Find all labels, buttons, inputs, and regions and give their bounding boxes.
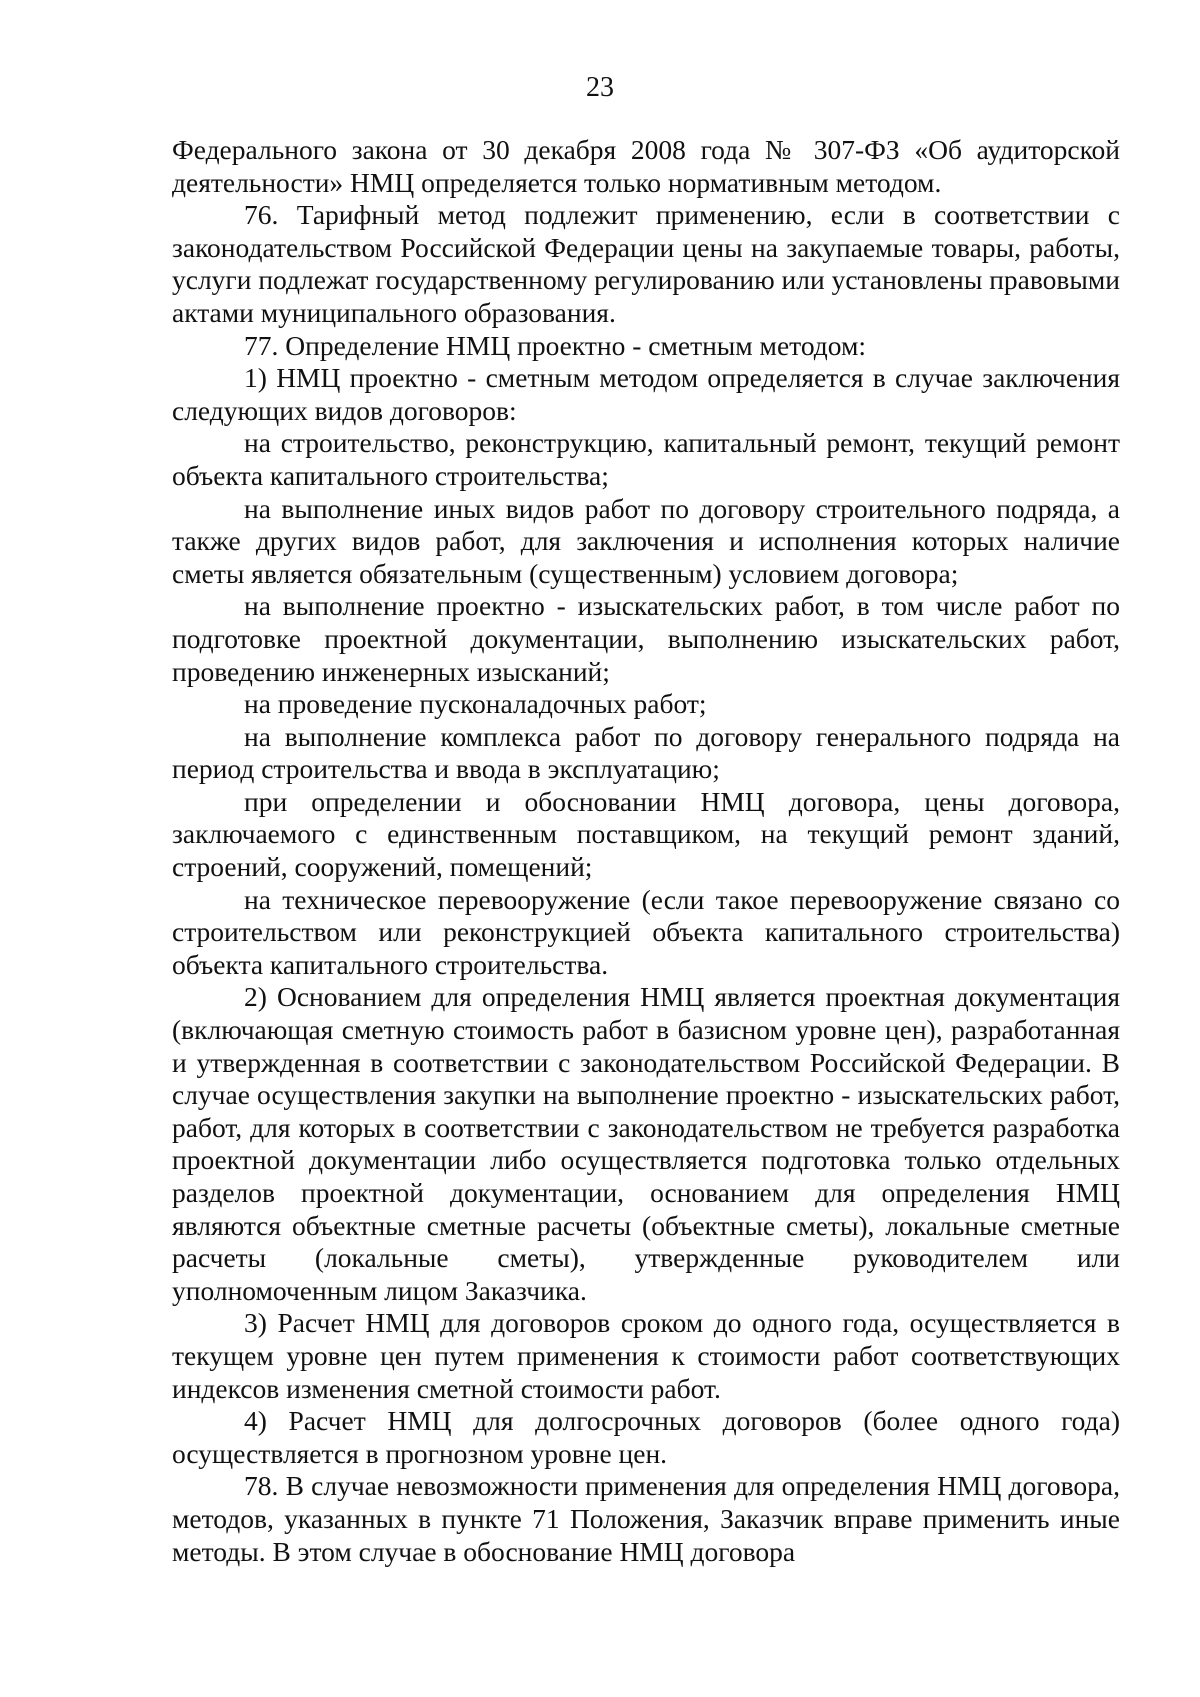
paragraph-77-4: 4) Расчет НМЦ для долгосрочных договоров (более одного года) осуществляется в прогнозном уровне цен.	[172, 1405, 1120, 1469]
paragraph-76: 76. Тарифный метод подлежит применению, если в соответствии с законодательством Российской Федерации цены на закупаемые товары, работы, услуги подлежат государственному регулированию или установлены правовыми актами муниципального образования.	[172, 199, 1120, 328]
document-body	[172, 134, 1120, 1568]
page-number: 23	[586, 72, 614, 103]
paragraph-77-2: 2) Основанием для определения НМЦ является проектная документация (включающая сметную стоимость работ в базисном уровне цен), разработанная и утвержденная в соответствии с законодательством Российской Федерации. В случае осуществления закупки на выполнение проектно - изыскательских работ, работ, для которых в соответствии с законодательством не требуется разработка проектной документации либо осуществляется подготовка только отдельных разделов проектной документации, основанием для определения НМЦ являются объектные сметные расчеты (объектные сметы), локальные сметные расчеты (локальные сметы), утвержденные руководителем или уполномоченным лицом Заказчика.	[172, 981, 1120, 1306]
paragraph-continuation: Федерального закона от 30 декабря 2008 года № 307-ФЗ «Об аудиторской деятельности» НМЦ определяется только нормативным методом.	[172, 134, 1120, 198]
list-item-re-equipment: на техническое перевооружение (если такое перевооружение связано со строительством или реконструкцией объекта капитального строительства) объекта капитального строительства.	[172, 883, 1120, 980]
list-item-commissioning: на проведение пусконаладочных работ;	[244, 688, 707, 720]
paragraph-77-3: 3) Расчет НМЦ для договоров сроком до одного года, осуществляется в текущем уровне цен путем применения к стоимости работ соответствующих индексов изменения сметной стоимости работ.	[172, 1307, 1120, 1404]
paragraph-78: 78. В случае невозможности применения для определения НМЦ договора, методов, указанных в пункте 71 Положения, Заказчик вправе применить иные методы. В этом случае в обоснование НМЦ договора	[172, 1470, 1120, 1567]
list-item-construction: на строительство, реконструкцию, капитальный ремонт, текущий ремонт объекта капитального строительства;	[172, 427, 1120, 491]
list-item-survey-works: на выполнение проектно - изыскательских работ, в том числе работ по подготовке проектной документации, выполнению изыскательских работ, проведению инженерных изысканий;	[172, 590, 1120, 687]
paragraph-77: 77. Определение НМЦ проектно - сметным методом:	[244, 329, 867, 361]
list-item-general-contract: на выполнение комплекса работ по договору генерального подряда на период строительства и ввода в эксплуатацию;	[172, 720, 1120, 785]
paragraph-77-1: 1) НМЦ проектно - сметным методом определяется в случае заключения следующих видов договоров:	[172, 362, 1120, 426]
list-item-current-repair: при определении и обосновании НМЦ договора, цены договора, заключаемого с единственным поставщиком, на текущий ремонт зданий, строений, сооружений, помещений;	[172, 785, 1120, 883]
list-item-other-works: на выполнение иных видов работ по договору строительного подряда, а также других видов работ, для заключения и исполнения которых наличие сметы является обязательным (существенным) условием договора;	[172, 492, 1120, 589]
